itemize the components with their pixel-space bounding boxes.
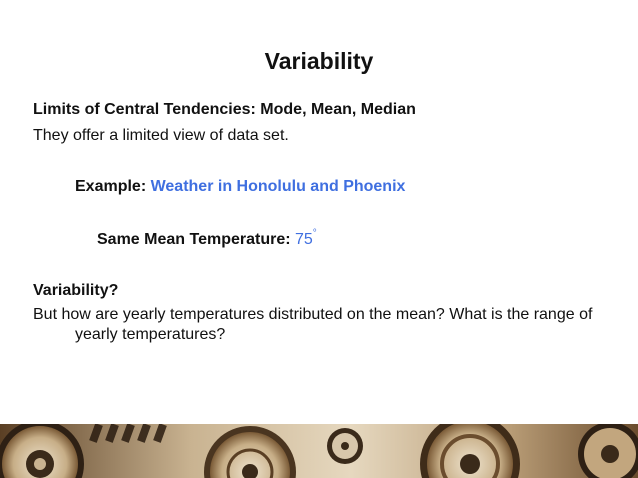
variability-question-text: But how are yearly temperatures distributed on the mean? What is the range of yearly temperatures? (33, 306, 593, 343)
slide-title: Variability (264, 48, 374, 74)
example-label: Example: (75, 178, 147, 195)
example-value: Weather in Honolulu and Phoenix (150, 178, 406, 195)
gear-right-icon (420, 424, 520, 478)
degree-symbol: ° (312, 228, 317, 239)
mean-number: 75 (295, 231, 313, 248)
limited-view-line: They offer a limited view of data set. (33, 127, 289, 144)
mean-label: Same Mean Temperature: (97, 231, 291, 248)
example-line (75, 177, 405, 197)
variability-question-heading: Variability? (33, 282, 119, 299)
gear-far-right-icon (578, 424, 638, 478)
mean-value (295, 228, 317, 248)
gear-small-icon (327, 428, 363, 464)
central-tendencies-line: Limits of Central Tendencies: Mode, Mean, Median (33, 101, 416, 118)
gears-banner (0, 424, 638, 478)
mean-temperature-line (97, 230, 317, 252)
